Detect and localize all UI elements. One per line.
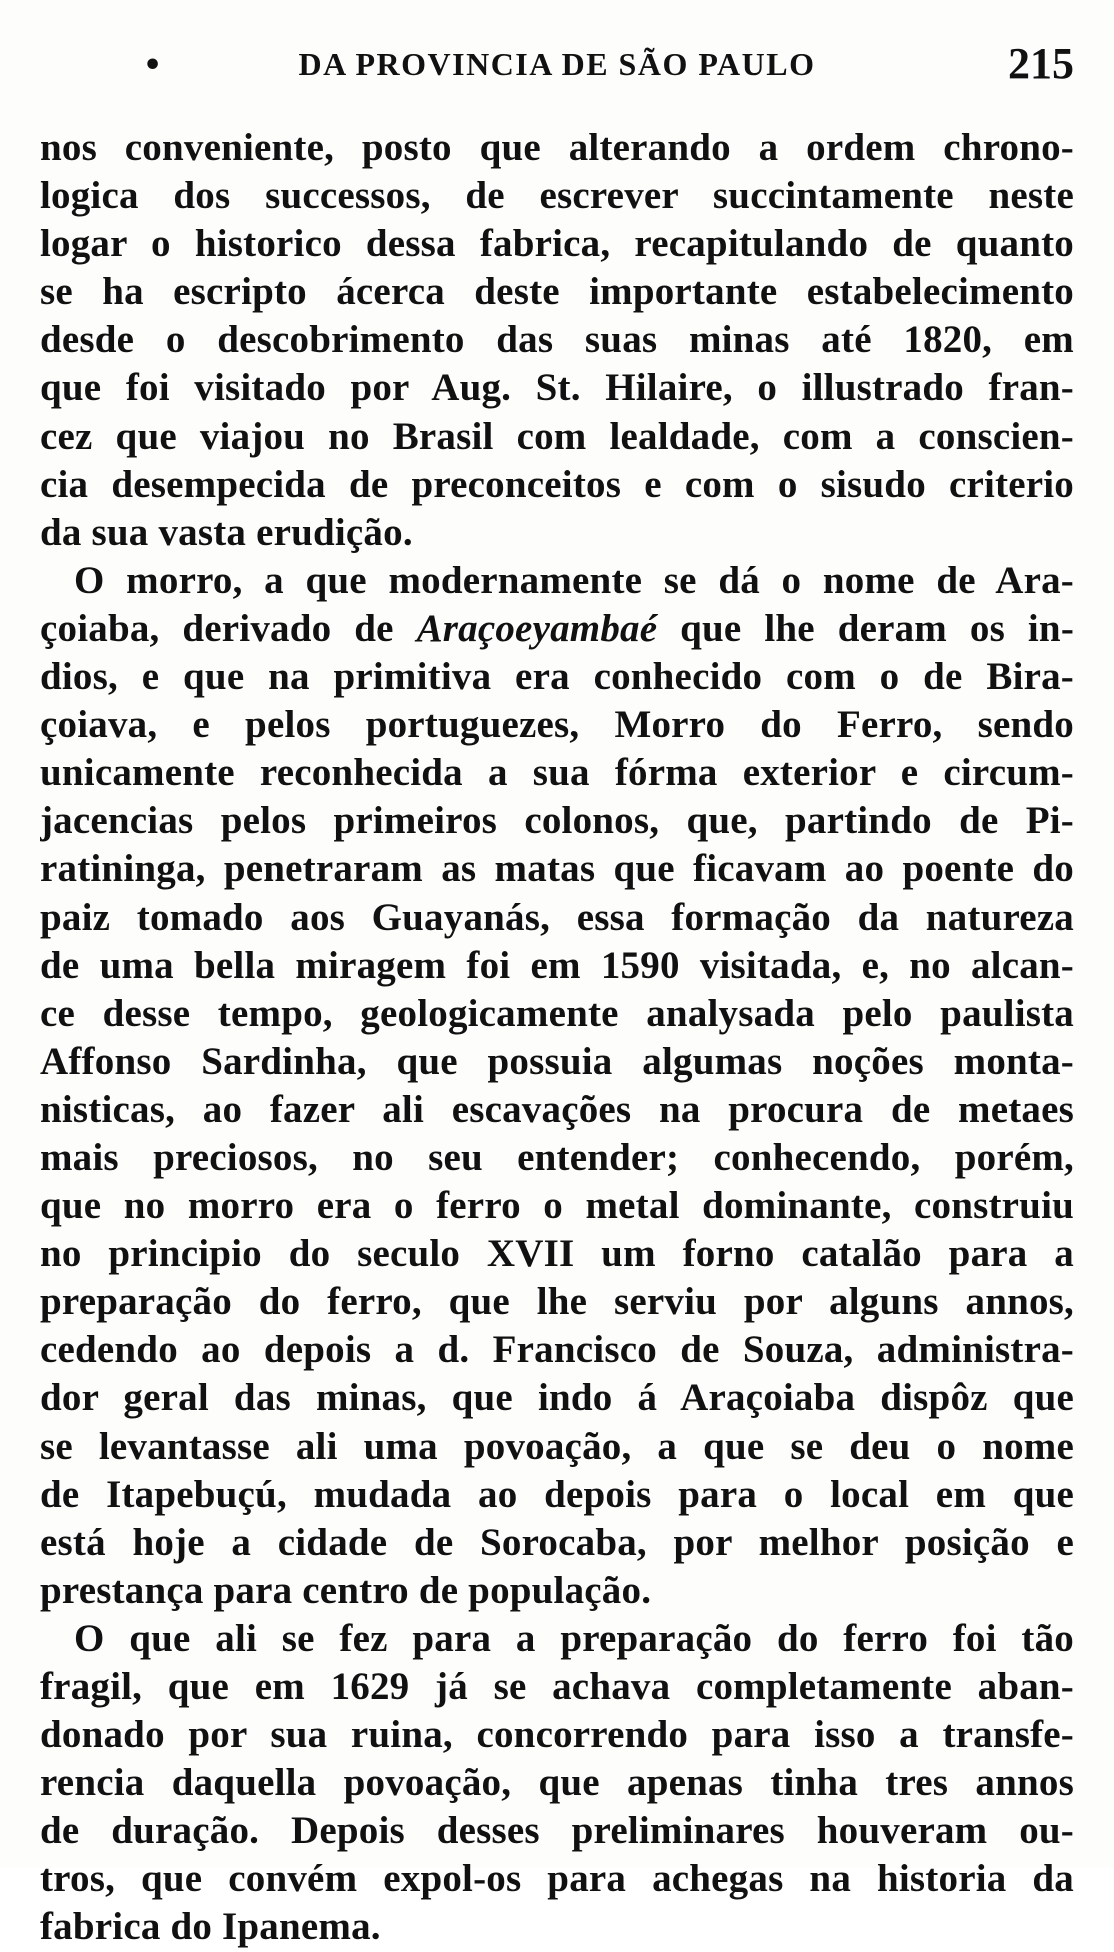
text-line: cedendo ao depois a d. Francisco de Souza, administra-: [40, 1328, 1074, 1372]
text-line: dios, e que na primitiva era conhecido com o de Bira-: [40, 655, 1074, 699]
italic-term: Araçoeyambaé: [416, 606, 658, 650]
text-fragment: çoiaba, derivado de: [40, 606, 417, 650]
text-line: logar o historico dessa fabrica, recapitulando de quanto: [40, 222, 1074, 266]
text-line: prestança para centro de população.: [40, 1568, 652, 1612]
text-line: unicamente reconhecida a sua fórma exterior e circum-: [40, 751, 1074, 795]
text-line: nos conveniente, posto que alterando a ordem chrono-: [40, 126, 1074, 169]
text-line: se ha escripto ácerca deste importante estabelecimento: [40, 270, 1074, 314]
paragraph-2: [40, 557, 1074, 1615]
text-line: mais preciosos, no seu entender; conhecendo, porém,: [40, 1135, 1074, 1179]
header-ornament: •: [143, 48, 163, 83]
text-line: O que ali se fez para a preparação do ferro foi tão: [74, 1616, 1074, 1660]
text-line: paiz tomado aos Guayanás, essa formação da natureza: [40, 895, 1074, 939]
text-line: donado por sua ruina, concorrendo para isso a transfe-: [40, 1713, 1074, 1757]
text-line: fabrica do Ipanema.: [40, 1905, 381, 1949]
text-line: de Itapebuçú, mudada ao depois para o local em que: [40, 1472, 1074, 1516]
text-line-with-italic: [40, 605, 1074, 653]
text-line: çoiava, e pelos portuguezes, Morro do Ferro, sendo: [40, 703, 1074, 747]
text-line: rencia daquella povoação, que apenas tinha tres annos: [40, 1761, 1074, 1805]
text-line: se levantasse ali uma povoação, a que se deu o nome: [40, 1424, 1074, 1468]
text-line: no principio do seculo XVII um forno catalão para a: [40, 1232, 1074, 1276]
text-line: de duração. Depois desses preliminares houveram ou-: [40, 1809, 1074, 1853]
text-line: que foi visitado por Aug. St. Hilaire, o illustrado fran-: [40, 366, 1074, 410]
text-line: dor geral das minas, que indo á Araçoiaba dispôz que: [40, 1376, 1074, 1420]
text-line: tros, que convém expol-os para achegas na historia da: [40, 1857, 1074, 1901]
text-line: desde o descobrimento das suas minas até 1820, em: [40, 318, 1074, 362]
text-line: preparação do ferro, que lhe serviu por alguns annos,: [40, 1280, 1074, 1324]
text-line: ratininga, penetraram as matas que ficavam ao poente do: [40, 847, 1074, 891]
running-head: DA PROVINCIA DE SÃO PAULO: [298, 46, 816, 82]
text-line: nisticas, ao fazer ali escavações na procura de metaes: [40, 1087, 1074, 1131]
text-line: jacencias pelos primeiros colonos, que, partindo de Pi-: [40, 799, 1074, 843]
page-header: [40, 38, 1074, 88]
text-line: logica dos successos, de escrever succintamente neste: [40, 174, 1074, 218]
text-line: está hoje a cidade de Sorocaba, por melhor posição e: [40, 1520, 1074, 1564]
text-line: que no morro era o ferro o metal dominante, construiu: [40, 1184, 1074, 1228]
text-line: ce desse tempo, geologicamente analysada pelo paulista: [40, 991, 1074, 1035]
text-line: fragil, que em 1629 já se achava completamente aban-: [40, 1665, 1074, 1708]
body-text: [40, 124, 1074, 1952]
text-line: Affonso Sardinha, que possuia algumas noções monta-: [40, 1039, 1074, 1083]
text-line: cez que viajou no Brasil com lealdade, com a conscien-: [40, 414, 1074, 458]
page-number: 215: [1008, 39, 1074, 88]
text-line: cia desempecida de preconceitos e com o sisudo criterio: [40, 462, 1074, 506]
text-fragment: que lhe deram os in-: [657, 606, 1074, 650]
text-line: da sua vasta erudição.: [40, 510, 413, 554]
paragraph-1: [40, 124, 1074, 557]
paragraph-3: [40, 1615, 1074, 1952]
text-line: de uma bella miragem foi em 1590 visitada, e, no alcan-: [40, 943, 1074, 987]
text-line: O morro, a que modernamente se dá o nome de Ara-: [74, 558, 1074, 602]
